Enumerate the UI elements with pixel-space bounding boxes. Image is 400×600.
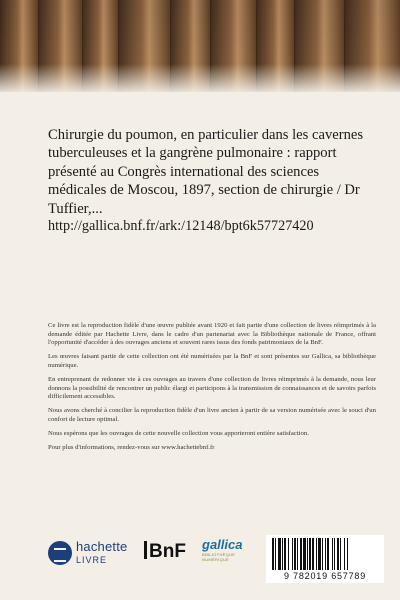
barcode-bar [284, 538, 286, 570]
notice-paragraph: Nous espérons que les ouvrages de cette nouvelle collection vous apporteront entière satisfaction. [48, 429, 309, 437]
notice-paragraph: Les œuvres faisant partie de cette collection ont été numérisées par la BnF et sont présentes sur Gallica, sa bibliothèque numérique. [48, 353, 376, 369]
bnf-bar-icon [144, 541, 147, 559]
notice-text [48, 322, 376, 458]
barcode-bar [325, 538, 326, 570]
barcode-bar [300, 538, 302, 570]
barcode-bar [288, 538, 289, 570]
gallica-sub: BIBLIOTHÈQUE NUMÉRIQUE [202, 552, 236, 562]
barcode-bar [334, 538, 335, 570]
hachette-sub: LIVRE [76, 555, 108, 565]
barcode-bar [303, 538, 306, 570]
gallica-logo [202, 535, 242, 575]
logo-strip [48, 535, 388, 585]
barcode-bar [318, 538, 321, 570]
bnf-text: BnF [149, 541, 186, 562]
barcode-bar [332, 538, 333, 570]
isbn-digits: 9 782019 657789 [283, 571, 367, 581]
barcode-bar [307, 538, 308, 570]
barcode-bars [270, 538, 380, 570]
banner-fade [0, 64, 400, 92]
barcode-bar [272, 538, 274, 570]
notice-paragraph: En entreprenant de redonner vie à ces ouvrages au travers d'une collection de livres réimprimés à la demande, nous leur donnons la possibilité de rencontrer un public élargi et participons à la transmission de connaissances et de savoirs parfois difficilement accessibles. [48, 375, 376, 401]
gallica-link[interactable]: http://gallica.bnf.fr/ark:/12148/bpt6k57727420 [48, 218, 314, 234]
hachette-livre-logo [48, 539, 138, 573]
hachette-name: hachette [76, 539, 128, 554]
barcode-bar [282, 538, 283, 570]
barcode-bar [309, 538, 311, 570]
notice-paragraph: Nous avons cherché à concilier la reproduction fidèle d'un livre ancien à partir de sa version numérisée avec le souci d'un confort de lecture optimal. [48, 407, 376, 423]
barcode-bar [312, 538, 314, 570]
barcode-bar [294, 538, 296, 570]
gallica-word: gallica [202, 537, 243, 552]
barcode-bar [344, 538, 345, 570]
barcode-bar [327, 538, 329, 570]
bnf-logo [144, 541, 186, 563]
barcode-bar [278, 538, 281, 570]
notice-paragraph: Ce livre est la reproduction fidèle d'une œuvre publiée avant 1920 et fait partie d'une collection de livres réimprimés à la demande éditée par Hachette Livre, dans le cadre d'un partenariat avec la Bibliothèque nationale de France, offrant l'opportunité d'accéder à des ouvrages anciens et souvent rares issus des fonds patrimoniaux de la BnF. [48, 322, 376, 347]
barcode-bar [275, 538, 276, 570]
barcode-bar [297, 538, 298, 570]
barcode-bar [347, 538, 348, 570]
hachette-emblem-icon [48, 541, 72, 565]
barcode-bar [322, 538, 323, 570]
notice-paragraph: Pour plus d'informations, rendez-vous sur www.hachettebnf.fr [48, 444, 215, 452]
bookshelf-banner-image [0, 0, 400, 92]
isbn-barcode [266, 535, 384, 583]
book-title: Chirurgie du poumon, en particulier dans les cavernes tuberculeuses et la gangrène pulmonaire : rapport présenté au Congrès international des sciences médicales de Moscou, 1897, section de chirurgie / Dr Tuffier,... [48, 127, 364, 217]
barcode-bar [316, 538, 317, 570]
barcode-bar [340, 538, 341, 570]
barcode-bar [292, 538, 293, 570]
barcode-bar [337, 538, 339, 570]
